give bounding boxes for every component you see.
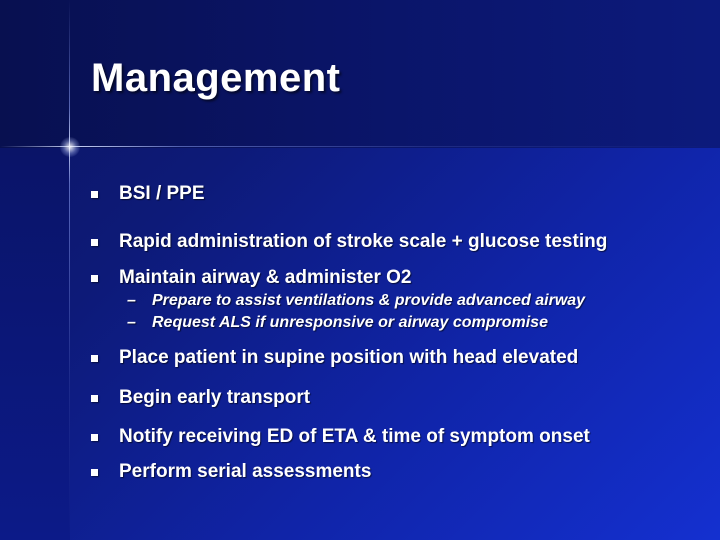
square-bullet-icon	[91, 395, 98, 402]
bullet-text: Rapid administration of stroke scale + glucose testing	[119, 231, 608, 252]
left-band	[0, 148, 70, 540]
square-bullet-icon	[91, 469, 98, 476]
decorative-vertical-line	[69, 0, 70, 540]
sparkle-icon	[60, 137, 80, 157]
bullet-text: Begin early transport	[119, 387, 311, 408]
bullet-text: Maintain airway & administer O2	[119, 267, 412, 288]
square-bullet-icon	[91, 191, 98, 198]
dash-marker: –	[127, 314, 136, 331]
square-bullet-icon	[91, 355, 98, 362]
sub-bullet-text: Request ALS if unresponsive or airway compromise	[152, 314, 548, 331]
square-bullet-icon	[91, 275, 98, 282]
bullet-text: Place patient in supine position with head elevated	[119, 347, 579, 368]
bullet-text: Perform serial assessments	[119, 461, 372, 482]
bullet-text: Notify receiving ED of ETA & time of symptom onset	[119, 426, 590, 447]
decorative-horizontal-line	[0, 146, 720, 147]
slide-title: Management	[91, 56, 341, 100]
dash-marker: –	[127, 292, 136, 309]
square-bullet-icon	[91, 239, 98, 246]
sub-bullet-text: Prepare to assist ventilations & provide advanced airway	[152, 292, 586, 309]
square-bullet-icon	[91, 434, 98, 441]
bullet-text: BSI / PPE	[119, 183, 205, 204]
